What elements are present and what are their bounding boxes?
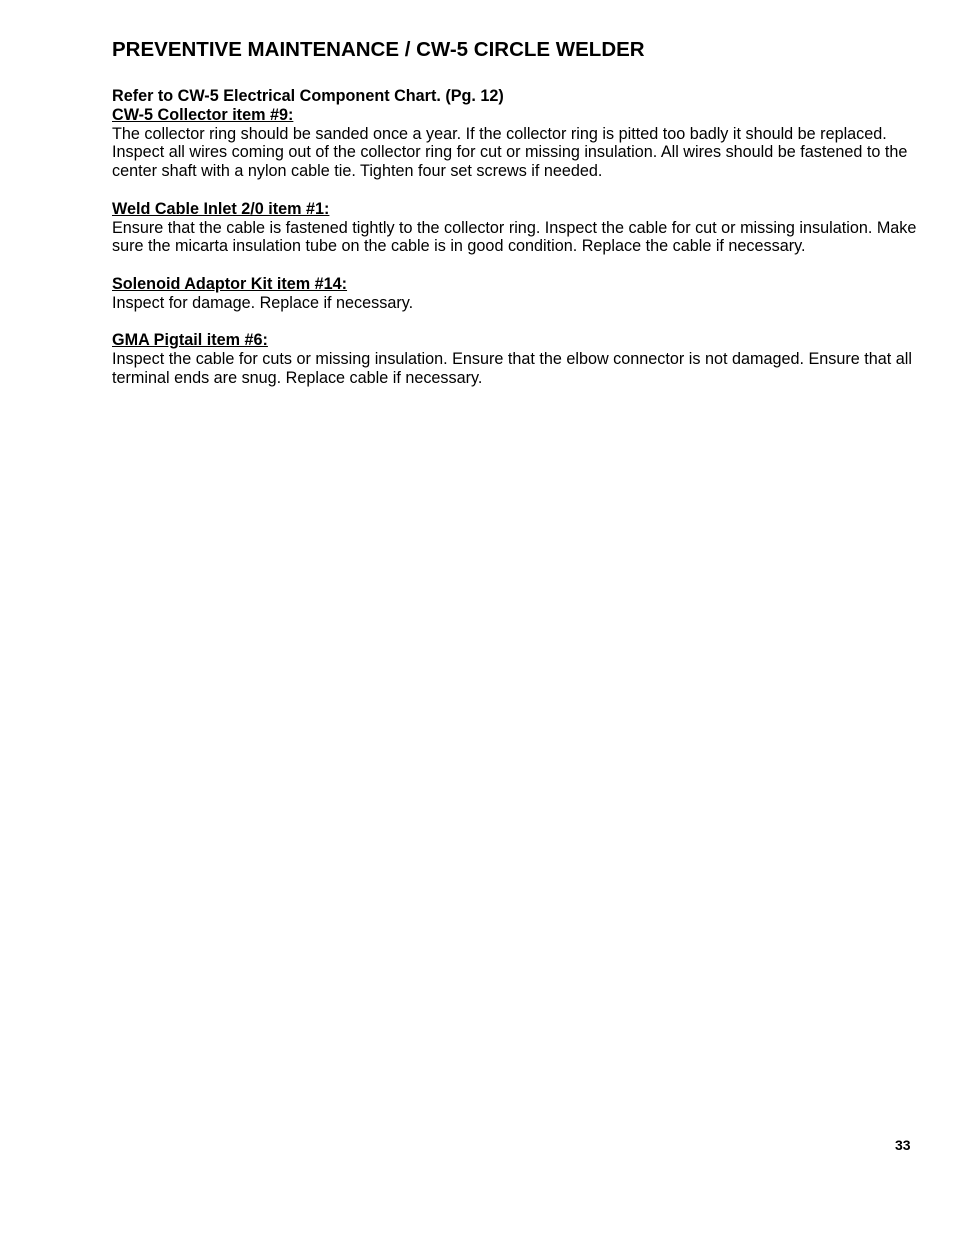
section-body: The collector ring should be sanded once a year. If the collector ring is pitted too badly it should be replaced. Inspect all wires coming out of the collector ring for cut or missing insulation. All wires should be fastened to the center shaft with a nylon cable tie. Tighten four set screws if needed. (112, 124, 908, 181)
document-content (112, 87, 918, 407)
section-body: Ensure that the cable is fastened tightly to the collector ring. Inspect the cable for cut or missing insulation. Make sure the micarta insulation tube on the cable is in good condition. Replace the cable if necessary. (112, 218, 917, 256)
section-body: Inspect the cable for cuts or missing insulation. Ensure that the elbow connector is not damaged. Ensure that all terminal ends are snug. Replace cable if necessary. (112, 350, 912, 387)
section-heading: CW-5 Collector item #9: (112, 105, 294, 124)
section-collector (112, 106, 918, 181)
section-body: Inspect for damage. Replace if necessary. (112, 293, 414, 312)
section-solenoid-adaptor-kit (112, 275, 918, 313)
section-heading: Solenoid Adaptor Kit item #14: (112, 274, 348, 293)
page-title: PREVENTIVE MAINTENANCE / CW-5 CIRCLE WELDER (112, 38, 645, 61)
section-gma-pigtail (112, 331, 918, 387)
section-weld-cable-inlet (112, 200, 918, 256)
section-heading: Weld Cable Inlet 2/0 item #1: (112, 199, 330, 218)
section-heading: GMA Pigtail item #6: (112, 331, 268, 350)
page-number: 33 (895, 1137, 911, 1153)
component-chart-reference: Refer to CW-5 Electrical Component Chart. (Pg. 12) (112, 87, 504, 105)
